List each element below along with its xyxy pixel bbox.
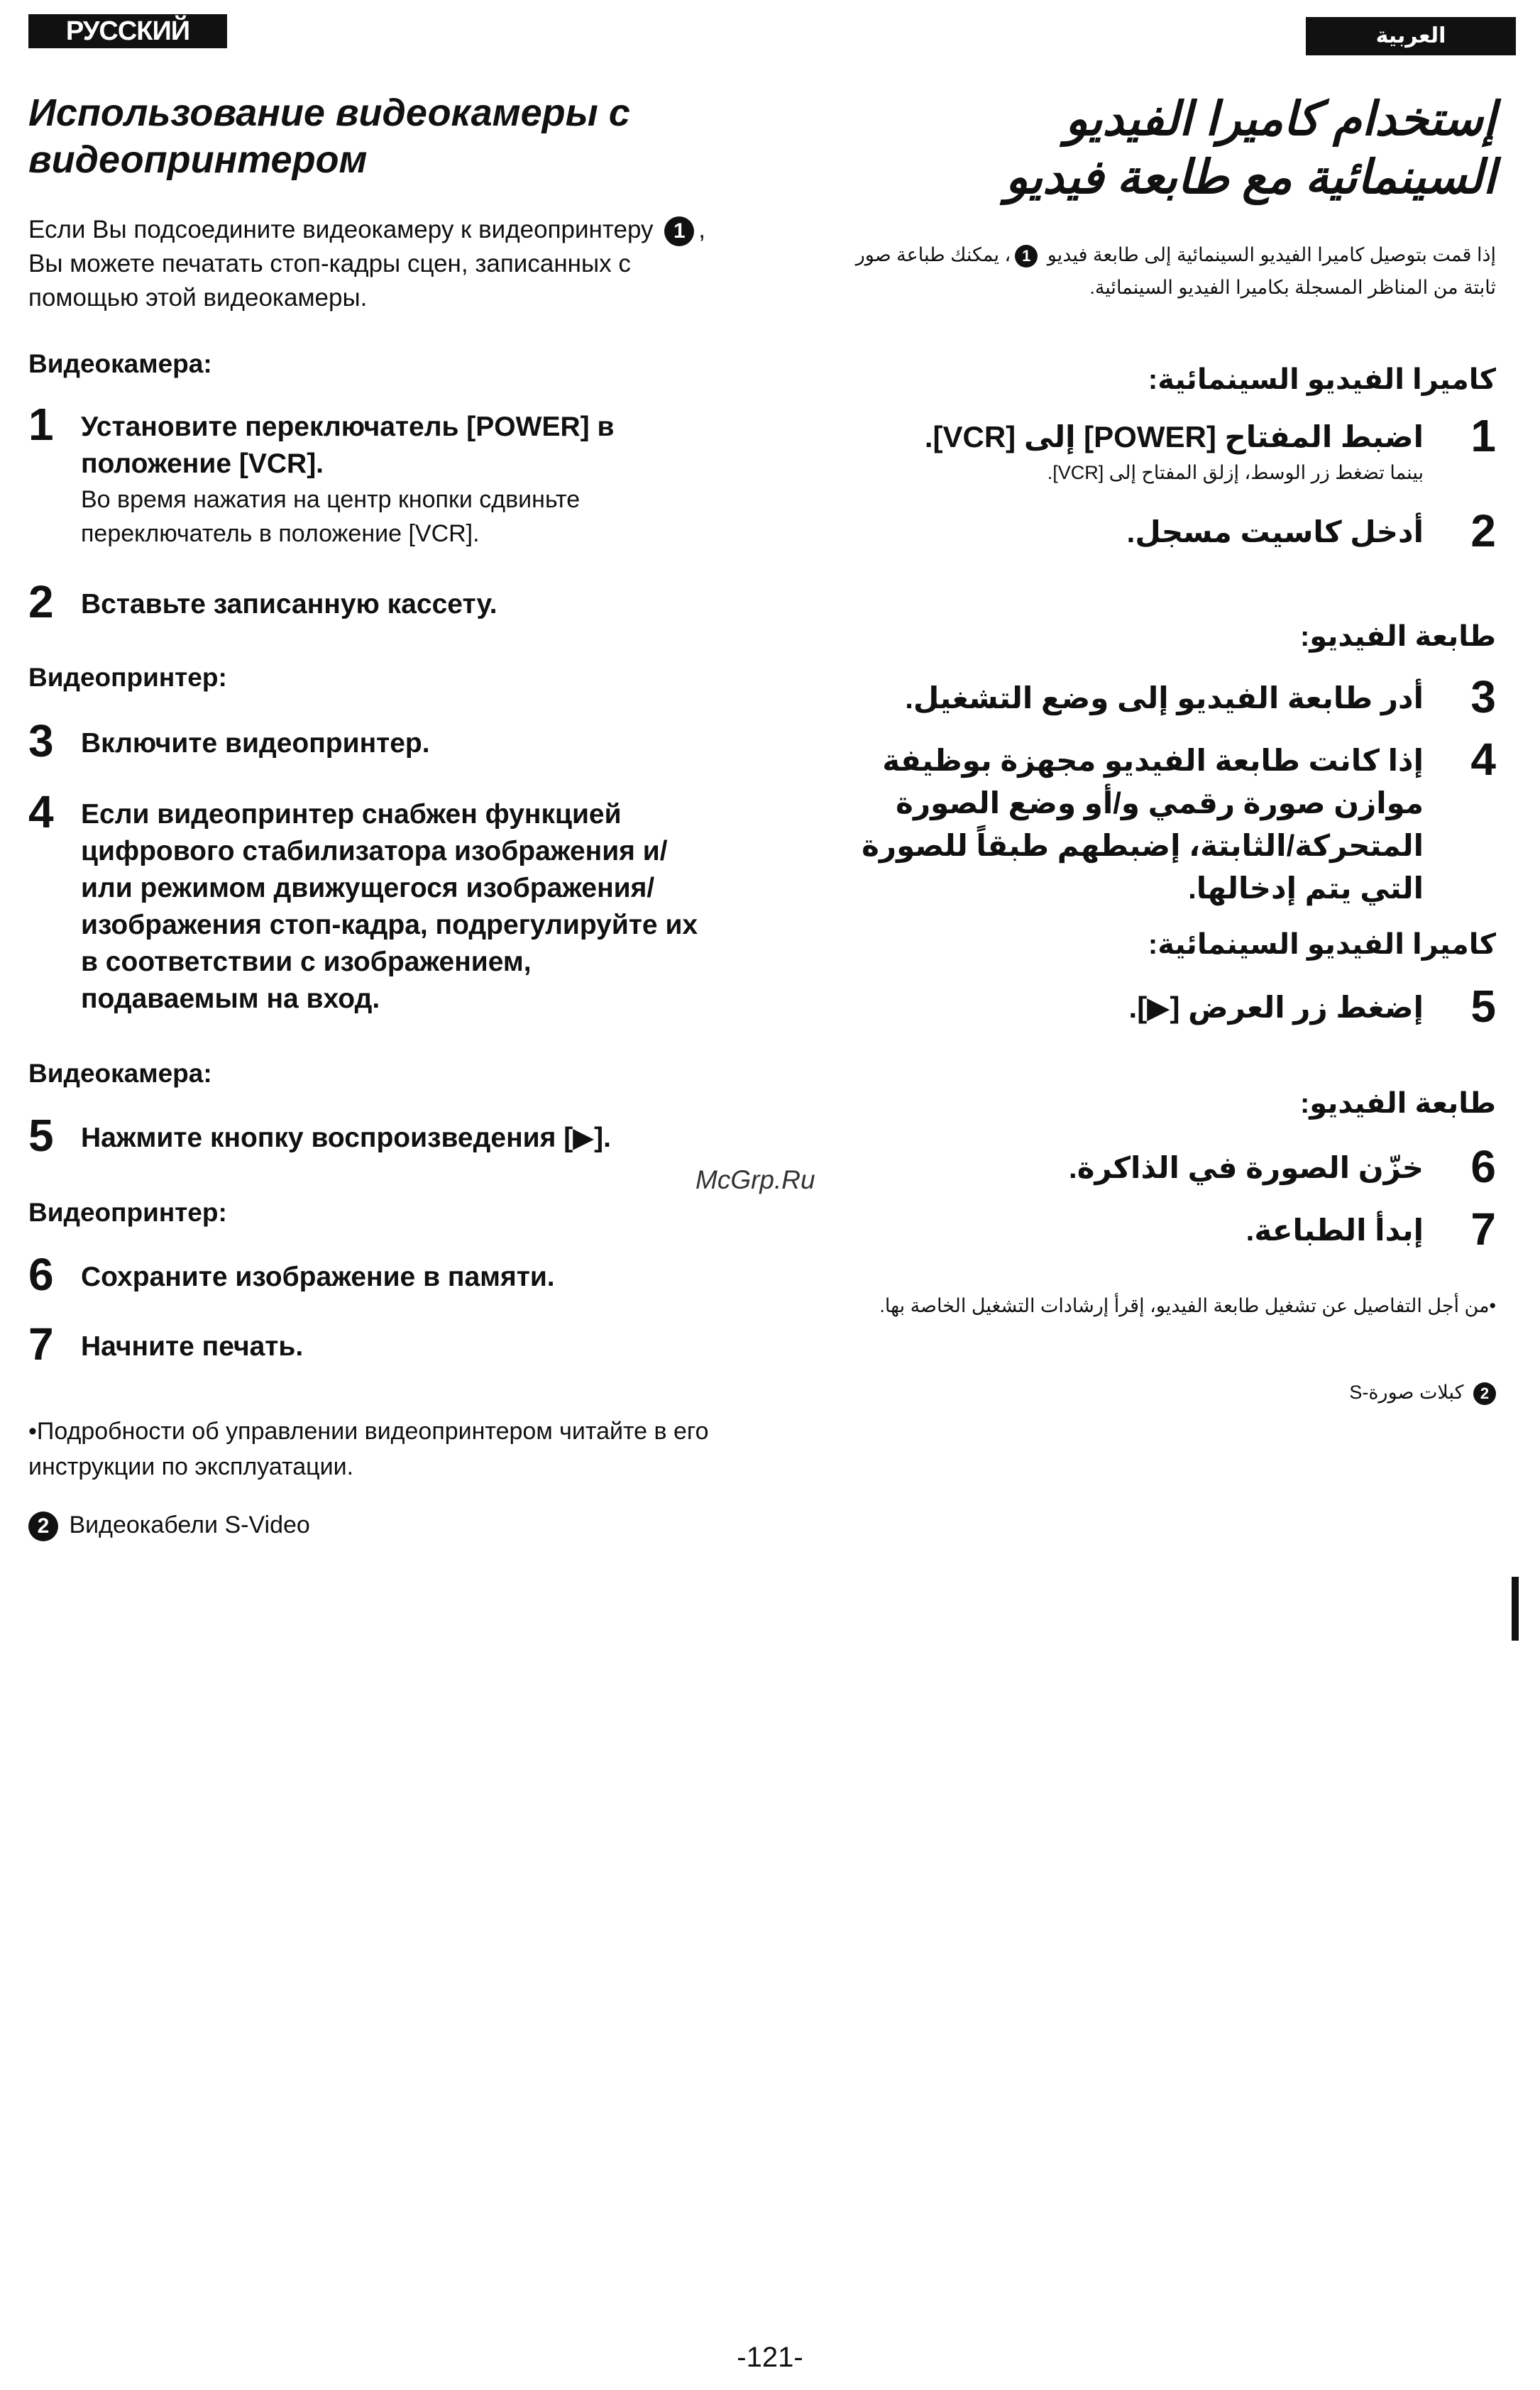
ru-step-number: 4 — [28, 786, 54, 837]
ar-intro-text-2: ، يمكنك طباعة صور ثابتة من المناظر المسجلة بكاميرا الفيديو السينمائية. — [855, 244, 1496, 298]
ar-step-number: 6 — [1470, 1141, 1496, 1192]
ar-title-line1: إستخدام كاميرا الفيديو — [1065, 92, 1496, 145]
ru-section-printer-1: Видеопринтер: — [28, 663, 227, 692]
ar-step-number: 7 — [1470, 1204, 1496, 1255]
ru-step-1-main: Установите переключатель [POWER] в положение [VCR]. — [81, 412, 615, 479]
ar-step-7 — [786, 1204, 1496, 1255]
ru-title-line2: видеопринтером — [28, 138, 368, 181]
ar-note: •من أجل التفاصيل عن تشغيل طابعة الفيديو، إقرأ إرشادات التشغيل الخاصة بها. — [879, 1295, 1496, 1316]
ru-step-1 — [28, 399, 710, 551]
ar-step-text: خزّن الصورة في الذاكرة. — [1069, 1151, 1424, 1184]
ru-section-printer-2: Видеопринтер: — [28, 1198, 227, 1227]
ru-step-6 — [28, 1249, 710, 1300]
ar-step-number: 1 — [1470, 410, 1496, 461]
ar-step-text: أدر طابعة الفيديو إلى وضع التشغيل. — [905, 681, 1424, 715]
ar-step-number: 4 — [1470, 734, 1496, 785]
ar-step-text: إضغط زر العرض [▶]. — [1128, 991, 1424, 1024]
ar-step-text: أدخل كاسيت مسجل. — [1126, 515, 1424, 549]
ru-title — [28, 89, 710, 183]
ru-step-number: 5 — [28, 1110, 54, 1161]
ar-title — [786, 89, 1496, 206]
connection-marker-1-icon: 1 — [664, 216, 694, 246]
ru-step-text: Вставьте записанную кассету. — [81, 589, 497, 619]
ar-step-text: إبدأ الطباعة. — [1245, 1213, 1424, 1247]
ar-step-text — [925, 413, 1424, 487]
ru-step-5 — [28, 1110, 710, 1161]
ar-step-5 — [786, 981, 1496, 1032]
ru-step-number: 6 — [28, 1249, 54, 1300]
ru-cable-text: Видеокабели S-Video — [69, 1511, 310, 1538]
cable-marker-2-icon: 2 — [1473, 1382, 1496, 1405]
cable-marker-2-icon: 2 — [28, 1511, 58, 1541]
ar-step-1 — [786, 410, 1496, 487]
ru-section-camera-2: Видеокамера: — [28, 1059, 212, 1088]
ru-step-3 — [28, 715, 710, 766]
ar-step-3 — [786, 671, 1496, 722]
ar-section-printer-1: طابعة الفيديو: — [1299, 621, 1496, 652]
ru-title-line1: Использование видеокамеры с — [28, 92, 630, 134]
ru-cable-caption — [28, 1507, 710, 1543]
ar-step-1-main: اضبط المفتاح [POWER] إلى [VCR]. — [924, 420, 1424, 453]
ar-step-number: 3 — [1470, 671, 1496, 722]
ar-step-6 — [786, 1141, 1496, 1192]
ru-step-number: 3 — [28, 715, 54, 766]
ar-step-2 — [786, 505, 1496, 556]
language-tag-arabic: العربية — [1306, 17, 1516, 55]
ar-step-number: 5 — [1470, 981, 1496, 1032]
ar-step-number: 2 — [1470, 505, 1496, 556]
ar-title-line2: السينمائية مع طابعة فيديو — [1005, 150, 1496, 203]
language-tag-russian: РУССКИЙ ЯЗЫК — [28, 14, 227, 48]
ar-cable-caption — [786, 1378, 1496, 1406]
ru-intro-text-2: , Вы можете печатать стоп-кадры сцен, записанных с помощью этой видеокамеры. — [28, 216, 706, 312]
ru-step-text: Если видеопринтер снабжен функцией цифрового стабилизатора изображения и/или режимом движущегося изображения/изображения стоп-кадра, подрегулируйте их в соответствии с изображением, подаваемым на вход. — [81, 799, 698, 1014]
ar-section-camera-2: كاميرا الفيديو السينمائية: — [1148, 929, 1496, 960]
ru-step-2 — [28, 576, 710, 627]
ar-step-1-sub: بينما تضغط زر الوسط، إزلق المفتاح إلى [VCR]. — [1047, 462, 1424, 483]
ru-step-1-sub: Во время нажатия на центр кнопки сдвиньте переключатель в положение [VCR]. — [81, 486, 581, 547]
ar-section-camera-1: كاميرا الفيديو السينمائية: — [1148, 364, 1496, 395]
ru-step-number: 1 — [28, 399, 54, 450]
ar-cable-text: كبلات صورة-S — [1349, 1382, 1464, 1403]
ar-step-text: إذا كانت طابعة الفيديو مجهزة بوظيفة موازن صورة رقمي و/أو وضع الصورة المتحركة/الثابتة، إضبطهم طبقاً للصورة التي يتم إدخالها. — [862, 744, 1424, 905]
page-number: -121- — [737, 2342, 803, 2373]
ru-step-text: Сохраните изображение в памяти. — [81, 1262, 555, 1292]
ar-intro-text-1: إذا قمت بتوصيل كاميرا الفيديو السينمائية إلى طابعة فيديو — [1047, 244, 1496, 265]
ru-step-text: Начните печать. — [81, 1331, 304, 1362]
edge-bar — [1512, 1577, 1519, 1641]
ru-step-text: Включите видеопринтер. — [81, 728, 430, 759]
ru-step-text — [81, 402, 710, 551]
ru-step-4 — [28, 786, 710, 1018]
ru-intro — [28, 213, 710, 315]
connection-marker-1-icon: 1 — [1015, 245, 1038, 268]
ar-section-printer-2: طابعة الفيديو: — [1299, 1088, 1496, 1119]
ru-intro-text-1: Если Вы подсоедините видеокамеру к видеопринтеру — [28, 216, 654, 243]
ru-step-text: Нажмите кнопку воспроизведения [▶]. — [81, 1123, 611, 1153]
ar-intro — [843, 238, 1496, 304]
ru-step-number: 2 — [28, 576, 54, 627]
watermark: McGrp.Ru — [695, 1165, 815, 1194]
ru-step-number: 7 — [28, 1318, 54, 1370]
ar-step-4 — [786, 734, 1496, 910]
ru-note: •Подробности об управлении видеопринтером читайте в его инструкции по эксплуатации. — [28, 1418, 709, 1480]
ru-step-7 — [28, 1318, 710, 1370]
ru-section-camera-1: Видеокамера: — [28, 349, 212, 378]
